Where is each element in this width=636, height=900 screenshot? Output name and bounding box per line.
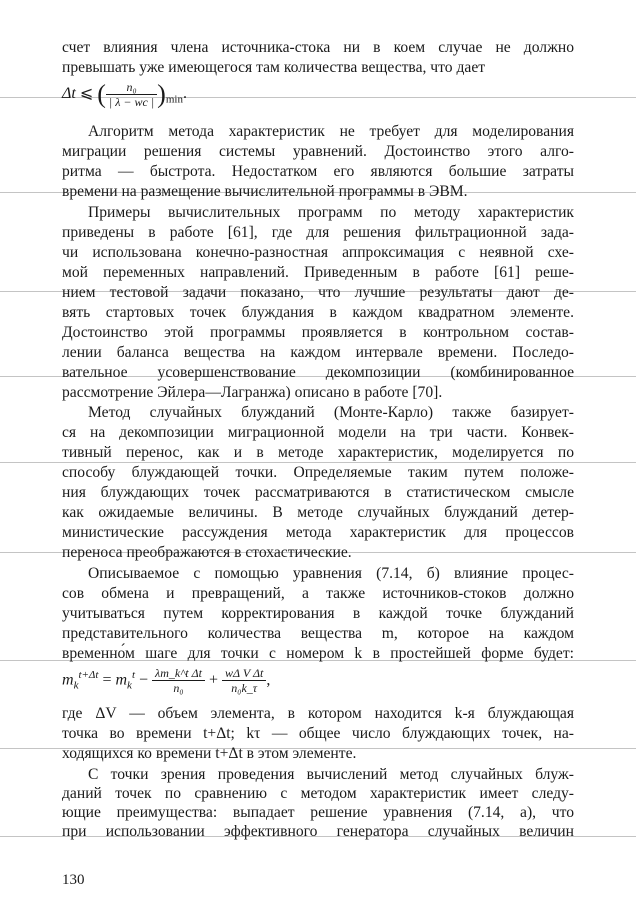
formula-end: .	[182, 85, 187, 103]
lhs-sub: k	[73, 679, 79, 692]
text-line: способу блуждающей точки. Определяемые таким путем положе-	[62, 464, 574, 481]
text-line: миграции решения системы уравнений. Достоинство этого алго-	[62, 143, 574, 160]
formula-end: ,	[266, 671, 271, 689]
text-line: Метод случайных блужданий (Монте-Карло) также базирует-	[88, 404, 574, 421]
text-line: точка во времени t+Δt; kτ — общее число блуждающих точек, на-	[62, 725, 574, 742]
formula-mass-update	[62, 665, 270, 696]
formula-fraction	[106, 80, 157, 109]
text-line: превышать уже имеющегося там количества вещества, что дает	[62, 59, 486, 76]
text-line: Достоинство этой программы проявляется в контрольном состав-	[62, 324, 574, 341]
text-line: ся на декомпозиции миграционной модели на три части. Конвек-	[62, 424, 574, 441]
text-line: Алгоритм метода характеристик не требует для моделирования	[88, 123, 574, 140]
rhs-sub: k	[127, 679, 132, 692]
text-line: как ожидаемые величины. В методе случайных блужданий детер-	[62, 504, 574, 521]
fraction-numerator: n₀	[126, 80, 137, 94]
fraction-source-denominator: n₀k_τ	[222, 680, 266, 695]
text-line: министические рассуждения метода характеристик для процессов	[62, 524, 574, 541]
fraction-source	[222, 666, 266, 695]
text-line: тивный перенос, как и в методе характеристик, моделируется по	[62, 444, 574, 461]
text-line: С точки зрения проведения вычислений метод случайных блуж-	[88, 766, 574, 783]
lhs-sup: t+Δt	[78, 669, 99, 681]
text-line: временно́м шаге для точки с номером k в простейшей форме будет:	[62, 645, 574, 662]
plus-sign: +	[209, 671, 219, 689]
formula-subscript: min	[165, 93, 183, 106]
paren-open: (	[97, 79, 106, 109]
minus-sign: −	[139, 671, 149, 689]
formula-lhs: Δt	[62, 85, 76, 103]
text-line: даний точек по сравнению с методом характеристик имеет следу-	[62, 785, 574, 802]
text-line: приведены в работе [61], где для решения фильтрационной зада-	[62, 224, 574, 241]
rhs-sup: t	[131, 669, 135, 681]
text-line: лении баланса вещества на каждом интервале времени. Последо-	[62, 344, 574, 361]
fraction-decay-numerator: λm_k^t Δt	[155, 666, 202, 681]
fraction-decay-denominator: n₀	[152, 680, 205, 695]
text-line: ющие преимущества: выпадает решение уравнения (7.14, а), что	[62, 804, 574, 821]
text-line: вять стартовых точек блуждания в каждом квадратном элементе.	[62, 304, 574, 321]
text-line: ритма — быстрота. Недостатком его являются большие затраты	[62, 163, 574, 180]
text-line: нием тестовой задачи показано, что лучшие результаты дают де-	[62, 284, 574, 301]
text-line: представительного количества вещества m, которое на каждом	[62, 625, 574, 642]
text-line: времени на размещение вычислительной программы в ЭВМ.	[62, 183, 468, 200]
text-line: счет влияния члена источника-стока ни в коем случае не должно	[62, 39, 574, 56]
fraction-decay	[152, 666, 205, 695]
formula-relation: ⩽	[79, 85, 94, 103]
formula-time-step	[62, 80, 187, 109]
text-line: чи использована конечно-разностная аппроксимация с неявной схе-	[62, 244, 574, 261]
text-line: рассмотрение Эйлера—Лагранжа) описано в работе [70].	[62, 384, 443, 401]
text-line: Описываемое с помощью уравнения (7.14, б) влияние процес-	[88, 565, 574, 582]
fraction-denominator: | λ − wc |	[106, 94, 157, 109]
page-number: 130	[62, 872, 85, 888]
text-line: ходящихся ко времени t+Δt в этом элементе.	[62, 745, 357, 762]
equals-sign: =	[102, 671, 112, 689]
text-line: учитываться путем корректирования в каждой точке блужданий	[62, 605, 574, 622]
text-line: сов обмена и превращений, а также источников-стоков должно	[62, 585, 574, 602]
text-line: Примеры вычислительных программ по методу характеристик	[88, 204, 574, 221]
text-line: ния блуждающих точек рассматриваются в статистическом смысле	[62, 484, 574, 501]
text-line: где ΔV — объем элемента, в котором находится k-я блуждающая	[62, 705, 574, 722]
text-line: мой переменных направлений. Приведенным в работе [61] реше-	[62, 264, 574, 281]
rhs-base: m	[115, 671, 128, 689]
text-line: вательное усовершенствование декомпозиции (комбинированное	[62, 364, 574, 381]
paren-close: )	[157, 79, 166, 109]
fraction-source-numerator: wΔ V Δt	[225, 666, 264, 681]
text-line: при использовании эффективного генератора случайных величин	[62, 823, 574, 840]
lhs-base: m	[62, 671, 74, 689]
text-line: переноса преображаются в стохастические.	[62, 544, 352, 561]
